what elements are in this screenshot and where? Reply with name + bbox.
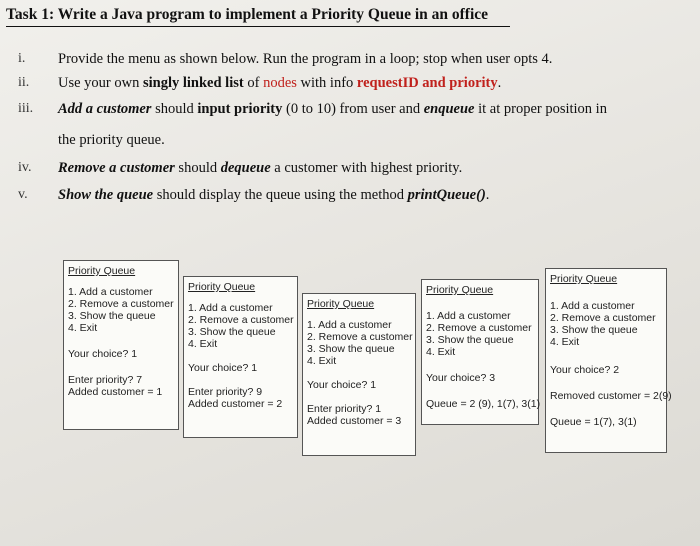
menu-item: 3. Show the queue [68, 310, 156, 322]
menu-item: 4. Exit [307, 355, 337, 367]
console-line: Added customer = 1 [68, 386, 163, 398]
menu-item: 1. Add a customer [426, 310, 511, 322]
item-text: Remove a customer should dequeue a customer with highest priority. [58, 160, 463, 176]
item-number: i. [18, 51, 26, 66]
item-number: iii. [18, 101, 34, 116]
item-text: the priority queue. [58, 132, 165, 148]
console-line: Added customer = 3 [307, 415, 402, 427]
menu-item: 2. Remove a customer [426, 322, 532, 334]
console-header: Priority Queue [188, 281, 256, 293]
menu-item: 4. Exit [550, 336, 580, 348]
menu-item: 1. Add a customer [550, 300, 635, 312]
console-line: Your choice? 1 [188, 362, 258, 374]
menu-item: 3. Show the queue [188, 326, 276, 338]
menu-item: 2. Remove a customer [550, 312, 656, 324]
item-text: Provide the menu as shown below. Run the program in a loop; stop when user opts 4. [58, 51, 553, 67]
item-text: Use your own singly linked list of nodes with info requestID and priority. [58, 75, 502, 91]
console-box-5 [545, 268, 672, 453]
console-header: Priority Queue [550, 273, 618, 285]
console-line: Your choice? 3 [426, 372, 496, 384]
menu-item: 1. Add a customer [307, 319, 392, 331]
menu-item: 4. Exit [188, 338, 218, 350]
console-line: Enter priority? 1 [307, 403, 382, 415]
console-line: Your choice? 2 [550, 364, 620, 376]
task-title: Task 1: Write a Java program to implement a Priority Queue in an office [6, 6, 510, 27]
console-line: Your choice? 1 [307, 379, 377, 391]
item-text: Show the queue should display the queue using the method printQueue(). [58, 187, 490, 203]
item-number: ii. [18, 75, 30, 90]
console-line: Enter priority? 7 [68, 374, 143, 386]
console-line: Your choice? 1 [68, 348, 138, 360]
menu-item: 3. Show the queue [426, 334, 514, 346]
item-text: Add a customer should input priority (0 to 10) from user and enqueue it at proper position in [58, 101, 607, 117]
console-header: Priority Queue [426, 284, 494, 296]
console-box-4 [421, 279, 539, 425]
menu-item: 1. Add a customer [68, 286, 153, 298]
console-box-1 [63, 260, 179, 430]
menu-item: 3. Show the queue [550, 324, 638, 336]
console-header: Priority Queue [68, 265, 136, 277]
item-number: v. [18, 187, 28, 202]
menu-item: 4. Exit [426, 346, 456, 358]
menu-item: 4. Exit [68, 322, 98, 334]
console-line: Queue = 2 (9), 1(7), 3(1) [426, 398, 541, 410]
console-box-2 [183, 276, 298, 438]
console-box-3 [302, 293, 416, 456]
console-line: Added customer = 2 [188, 398, 283, 410]
menu-item: 3. Show the queue [307, 343, 395, 355]
menu-item: 2. Remove a customer [188, 314, 294, 326]
item-number: iv. [18, 160, 32, 175]
menu-item: 1. Add a customer [188, 302, 273, 314]
menu-item: 2. Remove a customer [68, 298, 174, 310]
console-line: Removed customer = 2(9) [550, 390, 672, 402]
menu-item: 2. Remove a customer [307, 331, 413, 343]
console-line: Queue = 1(7), 3(1) [550, 416, 637, 428]
console-line: Enter priority? 9 [188, 386, 263, 398]
console-header: Priority Queue [307, 298, 375, 310]
